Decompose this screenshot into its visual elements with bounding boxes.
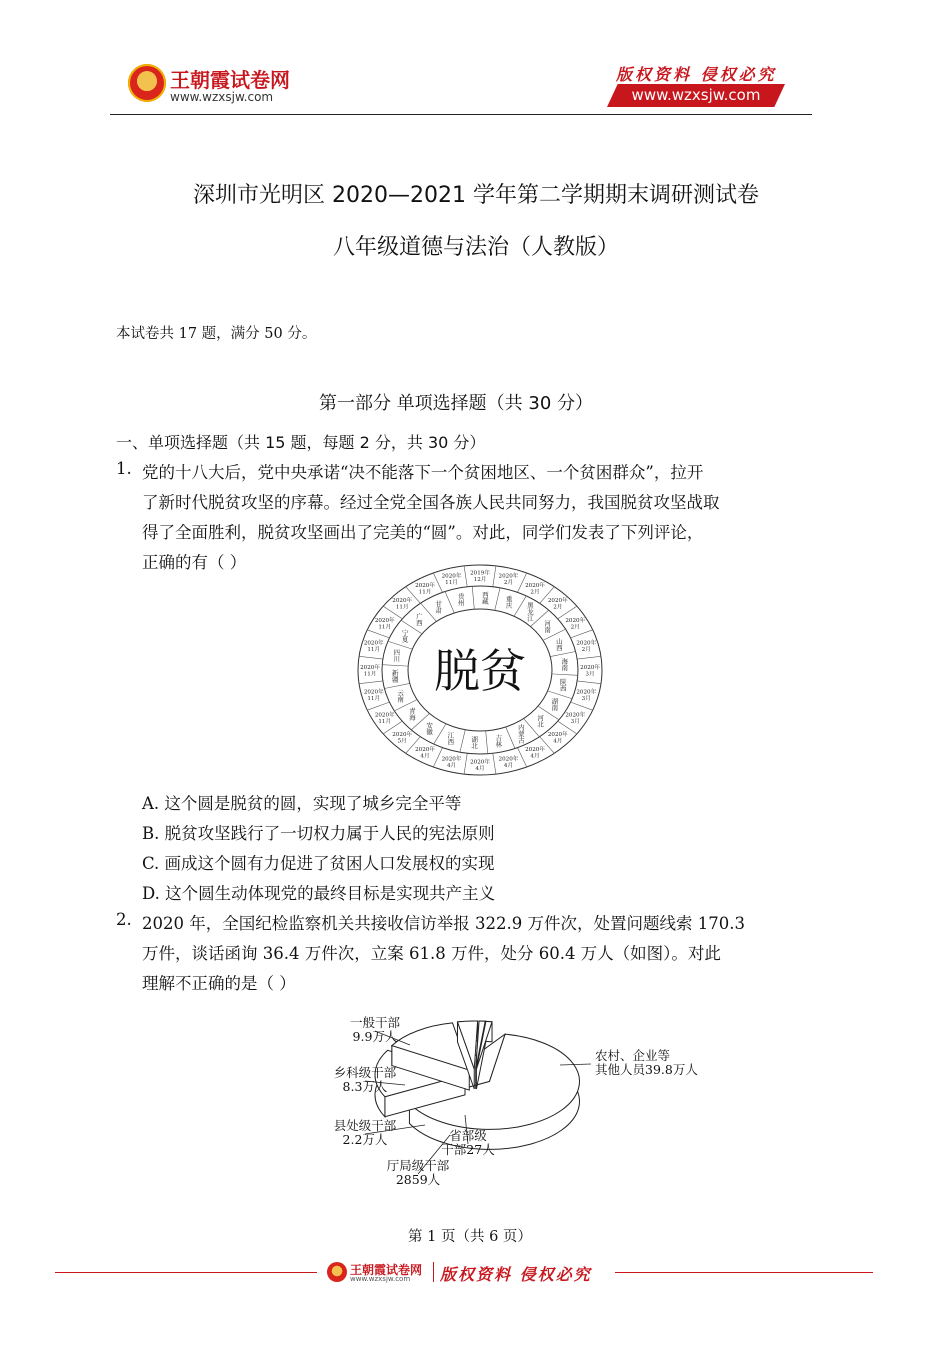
circle-date-label: 2020年 4月: [470, 759, 490, 772]
circle-province-label: 广西: [416, 612, 423, 627]
circle-date-label: 2020年 11月: [374, 712, 395, 725]
pie-label: 农村、企业等其他人员39.8万人: [595, 1048, 698, 1077]
pie-label: 县处级干部 2.2万人: [333, 1118, 397, 1147]
page-number: 第 1 页（共 6 页）: [408, 1229, 532, 1245]
circle-province-label: 青海: [409, 707, 416, 722]
option-b[interactable]: B. 脱贫攻坚践行了一切权力属于人民的宪法原则: [142, 824, 495, 843]
circle-province-label: 吉林: [495, 733, 502, 749]
question-text-line: 了新时代脱贫攻坚的序幕。经过全党全国各族人民共同努力，我国脱贫攻坚战取: [142, 493, 720, 512]
exam-title: 深圳市光明区 2020—2021 学年第二学期期末调研测试卷: [193, 183, 759, 208]
circle-date-label: 2020年 4月: [441, 756, 462, 769]
circle-province-label: 黑龙江: [527, 601, 534, 623]
option-d[interactable]: D. 这个圆生动体现党的最终目标是实现共产主义: [142, 884, 496, 903]
question-text-line: 万件，谈话函询 36.4 万件次，立案 61.8 万件，处分 60.4 万人（如图）。对此: [142, 944, 721, 963]
footer-divider-right: [615, 1272, 873, 1273]
circle-province-label: 陕西: [559, 678, 567, 693]
logo-name: 王朝霞试卷网: [170, 68, 290, 92]
option-c[interactable]: C. 画成这个圆有力促进了贫困人口发展权的实现: [142, 854, 495, 873]
part-heading: 第一部分 单项选择题（共 30 分）: [318, 393, 594, 414]
circle-date-label: 2020年 11月: [392, 598, 413, 611]
question-number: 2.: [116, 910, 132, 929]
question-number: 1.: [116, 459, 132, 478]
circle-province-label: 内蒙古: [518, 723, 525, 745]
circle-date-label: 2020年 11月: [441, 573, 462, 587]
pie-label: 一般干部 9.9万人: [349, 1015, 401, 1044]
copyright-notice: 版权资料 侵权必究: [616, 65, 777, 84]
circle-province-label: 山西: [556, 637, 563, 652]
footer-logo-name: 王朝霞试卷网: [350, 1263, 423, 1277]
pie-label: 厅局级干部 2859人: [386, 1158, 450, 1187]
logo-url: www.wzxsjw.com: [170, 90, 274, 104]
circle-date-label: 2020年 11月: [374, 617, 395, 631]
circle-province-label: 安徽: [426, 721, 433, 737]
circle-province-label: 河北: [537, 714, 544, 729]
circle-date-label: 2020年 2月: [525, 583, 545, 596]
circle-date-label: 2020年 4月: [525, 746, 545, 760]
circle-date-label: 2020年 2月: [576, 640, 597, 654]
circle-date-label: 2020年 2月: [498, 573, 519, 587]
circle-province-label: 贵州: [458, 592, 465, 608]
circle-date-label: 2020年 3月: [576, 689, 597, 702]
question-text-line: 理解不正确的是（ ）: [142, 974, 296, 993]
footer-separator: [433, 1262, 434, 1282]
circle-province-label: 新疆: [392, 668, 399, 684]
circle-province-label: 重庆: [505, 595, 513, 610]
pie-label: 乡科级干部 8.3万人: [333, 1065, 397, 1094]
circle-province-label: 四川: [393, 648, 401, 663]
circle-date-label: 2020年 3月: [565, 712, 586, 725]
circle-province-label: 西藏: [482, 590, 489, 606]
circle-date-label: 2020年 2月: [547, 598, 568, 611]
circle-date-label: 2020年 11月: [363, 640, 384, 654]
circle-center-text: 脱贫: [434, 644, 526, 698]
url-banner-text[interactable]: www.wzxsjw.com: [631, 86, 761, 104]
circle-date-label: 2020年 11月: [415, 583, 435, 596]
circle-province-label: 宁夏: [401, 628, 409, 644]
circle-date-label: 2020年 4月: [498, 756, 519, 769]
footer-divider-left: [55, 1272, 317, 1273]
question-text-line: 党的十八大后，党中央承诺“决不能落下一个贫困地区、一个贫困群众”，拉开: [142, 463, 704, 482]
question-text-line: 正确的有（ ）: [142, 553, 247, 572]
footer-logo-icon: [327, 1262, 347, 1282]
header-divider: [110, 114, 812, 115]
circle-province-label: 湖南: [551, 697, 559, 713]
circle-province-label: 云南: [397, 689, 404, 704]
circle-date-label: 2020年 5月: [392, 731, 413, 745]
footer-copyright: 版权资料 侵权必究: [440, 1265, 592, 1284]
footer-logo-url: www.wzxsjw.com: [350, 1275, 411, 1283]
section-heading: 一、单项选择题（共 15 题，每题 2 分，共 30 分）: [116, 433, 486, 452]
exam-summary: 本试卷共 17 题，满分 50 分。: [116, 326, 317, 342]
circle-date-label: 2020年 2月: [565, 617, 586, 631]
circle-date-label: 2020年 3月: [580, 665, 600, 678]
logo-icon: [128, 64, 166, 102]
discipline-pie-chart: [300, 1005, 700, 1205]
circle-province-label: 河南: [544, 619, 551, 634]
circle-province-label: 江西: [447, 731, 455, 746]
exam-subtitle: 八年级道德与法治（人教版）: [332, 235, 619, 260]
pie-label: 省部级干部27人: [441, 1128, 495, 1157]
poverty-circle-figure: [356, 563, 604, 777]
question-text-line: 2020 年，全国纪检监察机关共接收信访举报 322.9 万件次，处置问题线索 170.3: [142, 914, 745, 933]
circle-date-label: 2020年 4月: [547, 731, 568, 745]
circle-date-label: 2019年 12月: [470, 570, 490, 583]
circle-province-label: 甘肃: [435, 599, 442, 615]
circle-date-label: 2020年 4月: [415, 746, 435, 760]
circle-date-label: 2020年 11月: [360, 665, 380, 678]
question-text-line: 得了全面胜利，脱贫攻坚画出了完美的“圆”。对此，同学们发表了下列评论，: [142, 523, 704, 542]
circle-province-label: 湖北: [471, 735, 478, 751]
circle-date-label: 2020年 11月: [363, 689, 384, 702]
circle-province-label: 海南: [561, 657, 568, 673]
option-a[interactable]: A. 这个圆是脱贫的圆，实现了城乡完全平等: [142, 794, 462, 813]
